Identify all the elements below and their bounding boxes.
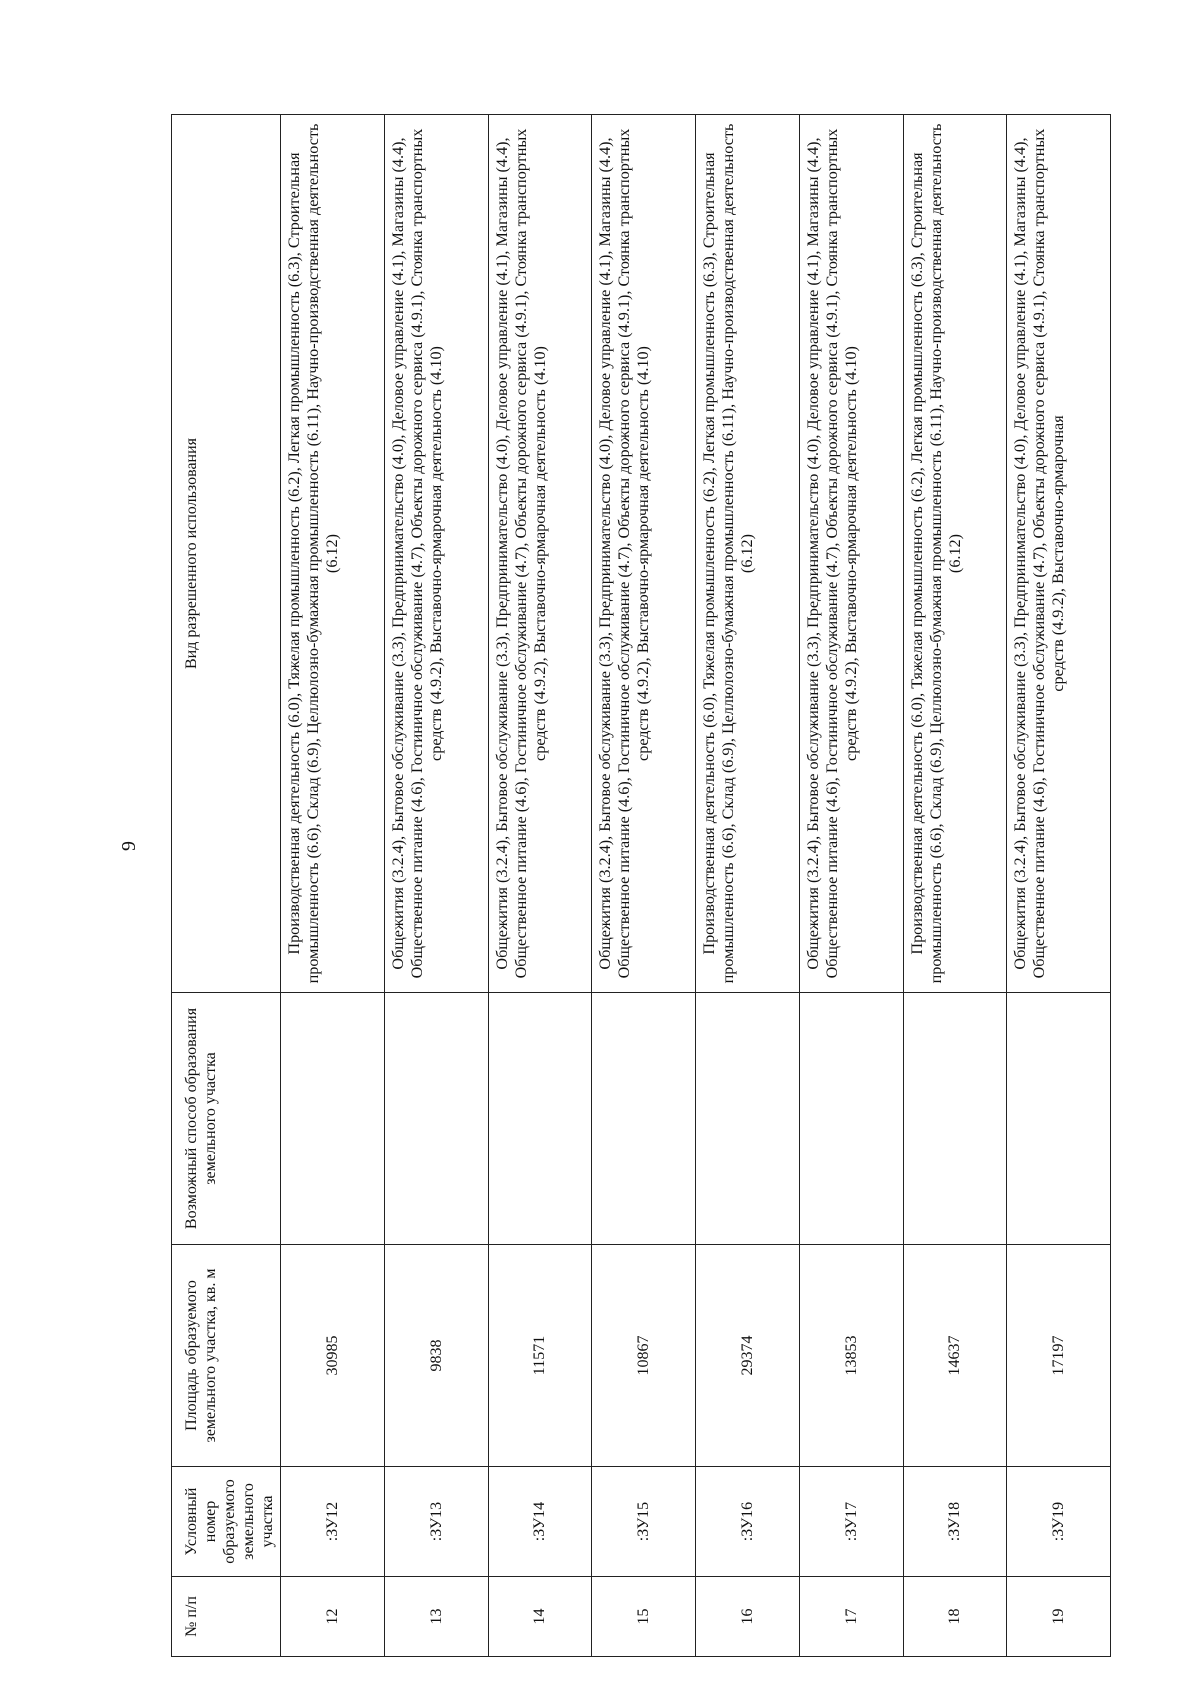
row-plot-id: :ЗУ17 [799,1467,903,1577]
table-row [799,115,903,1657]
table-row [1007,115,1111,1657]
table-row [592,115,696,1657]
row-plot-id: :ЗУ12 [281,1467,385,1577]
table-row [488,115,592,1657]
header-plot-id: Условный номер образуемого земельного участка [172,1467,281,1577]
header-formation-method: Возможный способ образования земельного участка [172,993,281,1245]
row-formation-method [903,993,1007,1245]
row-num: 15 [592,1577,696,1657]
row-num: 17 [799,1577,903,1657]
row-num: 13 [384,1577,488,1657]
row-area: 13853 [799,1245,903,1467]
row-permitted-use: Общежития (3.2.4), Бытовое обслуживание (3.3), Предпринимательство (4.0), Деловое управление (4.1), Магазины (4.4), Общественное питание (4.6), Гостиничное обслуживание (4.7), Объекты дорожного сервиса (4.9.1), Стоянка транспортных средств (4.9.2), Выставочно-ярмарочная деятельность (4.10) [488,115,592,993]
row-formation-method [592,993,696,1245]
page-number: 9 [118,841,140,851]
row-formation-method [488,993,592,1245]
land-plots-table-sheet [171,115,1111,1657]
header-row [172,115,281,1657]
header-area: Площадь образуемого земельного участка, кв. м [172,1245,281,1467]
row-permitted-use: Производственная деятельность (6.0), Тяжелая промышленность (6.2), Легкая промышленность (6.3), Строительная промышленность (6.6), Склад (6.9), Целлюлозно-бумажная промышленность (6.11), Научно-производственная деятельность (6.12) [696,115,800,993]
row-formation-method [1007,993,1111,1245]
row-formation-method [281,993,385,1245]
header-permitted-use: Вид разрешенного использования [172,115,281,993]
row-num: 14 [488,1577,592,1657]
row-formation-method [384,993,488,1245]
table-row [281,115,385,1657]
row-plot-id: :ЗУ14 [488,1467,592,1577]
row-area: 30985 [281,1245,385,1467]
row-area: 10867 [592,1245,696,1467]
row-area: 11571 [488,1245,592,1467]
row-plot-id: :ЗУ18 [903,1467,1007,1577]
row-num: 16 [696,1577,800,1657]
table-row [384,115,488,1657]
table-row [696,115,800,1657]
row-formation-method [799,993,903,1245]
row-num: 18 [903,1577,1007,1657]
row-permitted-use: Общежития (3.2.4), Бытовое обслуживание (3.3), Предпринимательство (4.0), Деловое управление (4.1), Магазины (4.4), Общественное питание (4.6), Гостиничное обслуживание (4.7), Объекты дорожного сервиса (4.9.1), Стоянка транспортных средств (4.9.2), Выставочно-ярмарочная деятельность (4.10) [384,115,488,993]
row-plot-id: :ЗУ13 [384,1467,488,1577]
row-plot-id: :ЗУ19 [1007,1467,1111,1577]
header-num: № п/п [172,1577,281,1657]
table-row [903,115,1007,1657]
row-formation-method [696,993,800,1245]
row-plot-id: :ЗУ15 [592,1467,696,1577]
row-permitted-use: Общежития (3.2.4), Бытовое обслуживание (3.3), Предпринимательство (4.0), Деловое управление (4.1), Магазины (4.4), Общественное питание (4.6), Гостиничное обслуживание (4.7), Объекты дорожного сервиса (4.9.1), Стоянка транспортных средств (4.9.2), Выставочно-ярмарочная деятельность (4.10) [592,115,696,993]
row-area: 14637 [903,1245,1007,1467]
row-permitted-use: Общежития (3.2.4), Бытовое обслуживание (3.3), Предпринимательство (4.0), Деловое управление (4.1), Магазины (4.4), Общественное питание (4.6), Гостиничное обслуживание (4.7), Объекты дорожного сервиса (4.9.1), Стоянка транспортных средств (4.9.2), Выставочно-ярмарочная [1007,115,1111,993]
row-plot-id: :ЗУ16 [696,1467,800,1577]
table-header [172,115,281,1657]
row-permitted-use: Производственная деятельность (6.0), Тяжелая промышленность (6.2), Легкая промышленность (6.3), Строительная промышленность (6.6), Склад (6.9), Целлюлозно-бумажная промышленность (6.11), Научно-производственная деятельность (6.12) [281,115,385,993]
row-permitted-use: Производственная деятельность (6.0), Тяжелая промышленность (6.2), Легкая промышленность (6.3), Строительная промышленность (6.6), Склад (6.9), Целлюлозно-бумажная промышленность (6.11), Научно-производственная деятельность (6.12) [903,115,1007,993]
land-plots-table [171,114,1111,1657]
row-area: 29374 [696,1245,800,1467]
row-area: 17197 [1007,1245,1111,1467]
row-num: 12 [281,1577,385,1657]
table-body [281,115,1111,1657]
row-num: 19 [1007,1577,1111,1657]
row-area: 9838 [384,1245,488,1467]
row-permitted-use: Общежития (3.2.4), Бытовое обслуживание (3.3), Предпринимательство (4.0), Деловое управление (4.1), Магазины (4.4), Общественное питание (4.6), Гостиничное обслуживание (4.7), Объекты дорожного сервиса (4.9.1), Стоянка транспортных средств (4.9.2), Выставочно-ярмарочная деятельность (4.10) [799,115,903,993]
